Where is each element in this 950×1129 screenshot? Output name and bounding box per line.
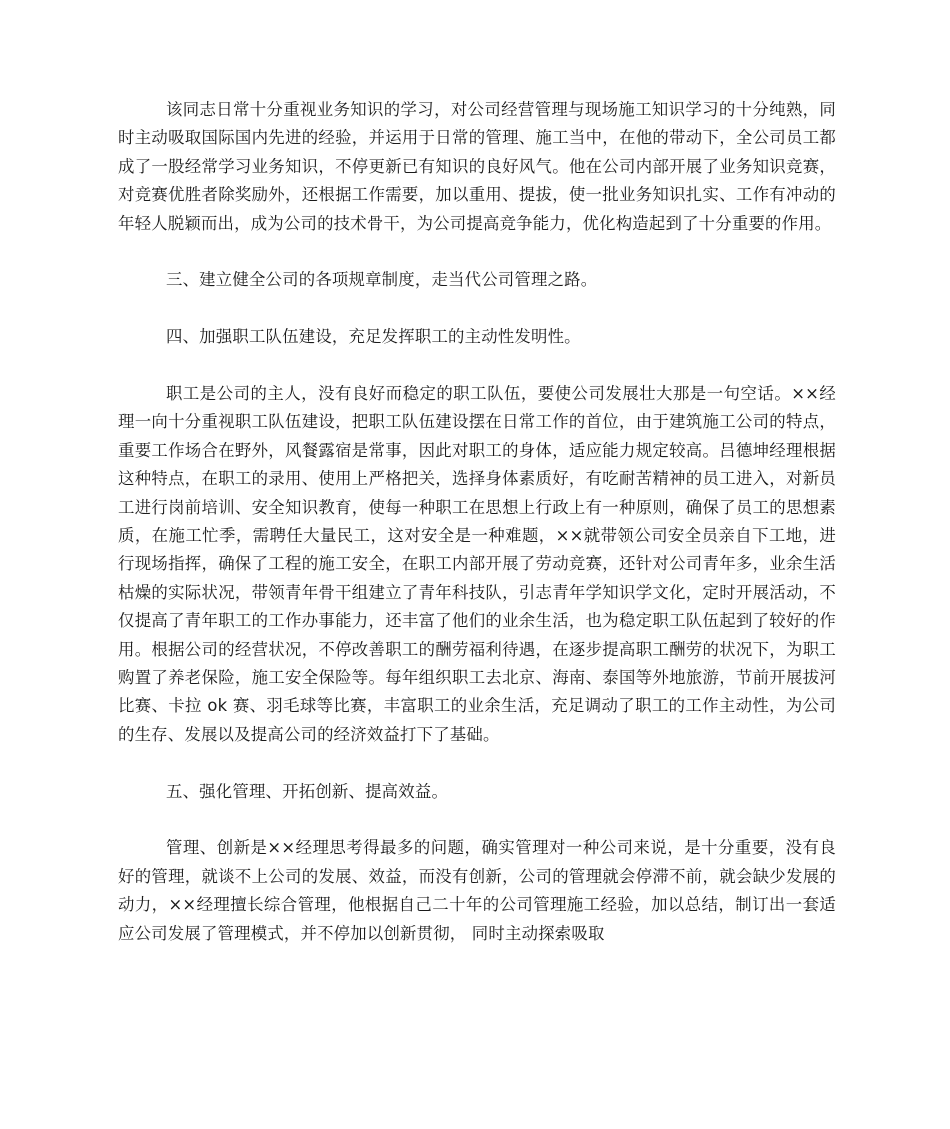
- document-page: [118, 96, 836, 948]
- paragraph-management: 管理、创新是××经理思考得最多的问题，确实管理对一种公司来说，是十分重要，没有良好的管理，就谈不上公司的发展、效益，而没有创新，公司的管理就会停滞不前，就会缺少发展的动力，××经理擅长综合管理，他根据自己二十年的公司管理施工经验，加以总结，制订出一套适应公司发展了管理模式，并不停加以创新贯彻， 同时主动探索吸取: [118, 838, 836, 943]
- paragraph-study: 该同志日常十分重视业务知识的学习，对公司经营管理与现场施工知识学习的十分纯熟，同时主动吸取国际国内先进的经验，并运用于日常的管理、施工当中，在他的带动下，全公司员工都成了一股经常学习业务知识，不停更新已有知识的良好风气。他在公司内部开展了业务知识竞赛，对竞赛优胜者除奖励外，还根据工作需要，加以重用、提拔，使一批业务知识扎实、工作有冲动的年轻人脱颖而出，成为公司的技术骨干，为公司提高竞争能力，优化构造起到了十分重要的作用。: [118, 100, 836, 233]
- section-heading-four: 四、加强职工队伍建设，充足发挥职工的主动性发明性。: [166, 327, 581, 347]
- section-heading-five: 五、强化管理、开拓创新、提高效益。: [166, 781, 449, 801]
- section-heading-three: 三、建立健全公司的各项规章制度，走当代公司管理之路。: [166, 270, 598, 290]
- paragraph-workforce: 职工是公司的主人，没有良好而稳定的职工队伍，要使公司发展壮大那是一句空话。××经理一向十分重视职工队伍建设，把职工队伍建设摆在日常工作的首位，由于建筑施工公司的特点，重要工作场合在野外，风餐露宿是常事，因此对职工的身体，适应能力规定较高。吕德坤经理根据这种特点，在职工的录用、使用上严格把关，选择身体素质好，有吃耐苦精神的员工进入，对新员工进行岗前培训、安全知识教育，使每一种职工在思想上行政上有一种原则，确保了员工的思想素质，在施工忙季，需聘任大量民工，这对安全是一种难题，××就带领公司安全员亲自下工地，进行现场指挥，确保了工程的施工安全，在职工内部开展了劳动竞赛，还针对公司青年多，业余生活枯燥的实际状况，带领青年骨干组建立了青年科技队，引志青年学知识学文化，定时开展活动，不仅提高了青年职工的工作办事能力，还丰富了他们的业余生活，也为稳定职工队伍起到了较好的作用。根据公司的经营状况，不停改善职工的酬劳福利待遇，在逐步提高职工酬劳的状况下，为职工购置了养老保险，施工安全保险等。每年组织职工去北京、海南、泰国等外地旅游，节前开展拔河比赛、卡拉 ok 赛、羽毛球等比赛，丰富职工的业余生活，充足调动了职工的工作主动性，为公司的生存、发展以及提高公司的经济效益打下了基础。: [118, 384, 836, 744]
